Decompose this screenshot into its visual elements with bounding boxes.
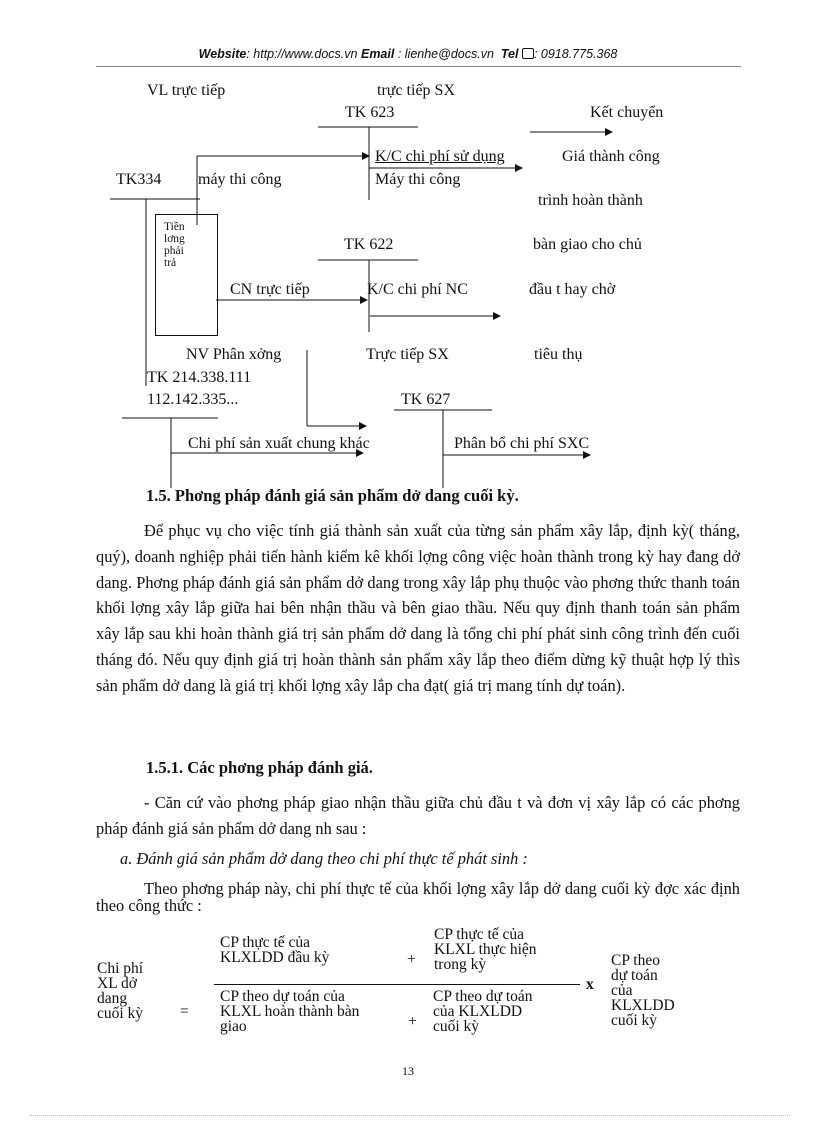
formula-num-a: CP thực tế của KLXLDD đầu kỳ — [220, 934, 330, 966]
formula-plus-bottom: + — [408, 1013, 417, 1030]
ket-chuyen-label: Kết chuyển — [590, 104, 664, 121]
subsection-a-heading: a. Đánh giá sản phẩm dở dang theo chi phí thực tế phát sinh : — [120, 849, 528, 868]
phan-bo-label: Phân bổ chi phí SXC — [454, 435, 590, 452]
tk622-label: TK 622 — [344, 236, 394, 253]
tk623-label: TK 623 — [345, 104, 395, 121]
truc-tiep-sx-top: trực tiếp SX — [377, 82, 455, 99]
email-value[interactable]: : lienhe@docs.vn — [397, 47, 494, 61]
ban-giao-label: bàn giao cho chủ — [533, 236, 642, 253]
trinh-hoan-thanh-label: trình hoàn thành — [538, 192, 643, 209]
gia-thanh-label: Giá thành công — [562, 148, 660, 165]
vl-truc-tiep: VL trực tiếp — [147, 82, 226, 99]
tk627-label: TK 627 — [401, 391, 451, 408]
formula-num-b: CP thực tế của KLXL thực hiện trong kỳ — [434, 926, 537, 973]
email-label: Email — [360, 47, 395, 61]
formula-plus-top: + — [407, 951, 416, 968]
page-number: 13 — [402, 1064, 414, 1078]
section-1-5-heading: 1.5. Phơng pháp đánh giá sản phẩm dở dang cuối kỳ. — [146, 486, 519, 505]
tk334-label: TK334 — [116, 171, 162, 188]
formula-rhs: CP theo dự toán của KLXLDD cuối kỳ — [611, 952, 675, 1029]
tel-value: : 0918.775.368 — [533, 47, 618, 61]
tel-label: Tel — [500, 47, 519, 61]
website-value[interactable]: : http://www.docs.vn — [246, 47, 358, 61]
tieu-thu-label: tiêu thụ — [534, 346, 583, 363]
cn-truc-tiep-label: CN trực tiếp — [230, 281, 310, 298]
formula-times: x — [586, 976, 594, 993]
tk214-label: TK 214.338.111 — [147, 369, 252, 386]
kc-may-label: K/C chi phí sử dụng — [375, 148, 505, 165]
diagram-lines — [0, 0, 816, 500]
fraction-bar — [214, 984, 580, 985]
nv-phan-xuong-label: NV Phân xởng — [186, 346, 282, 363]
paragraph-1: Để phục vụ cho việc tính giá thành sản xuất của từng sản phẩm xây lắp, định kỳ( tháng, quý), doanh nghiệp phải tiến hành kiểm kê khối lợng công việc hoàn thành trong kỳ hay đang dở dang. Phơng pháp đánh giá sản phẩm dở dang trong xây lắp phụ thuộc vào phơng thức thanh toán khối lợng xây lắp giữa hai bên nhận thầu và bên giao thầu. Nếu quy định thanh toán sản phẩm xây lắp sau khi hoàn thành giá trị sản phẩm dở dang là tổng chi phí phát sinh công trình đến cuối tháng đó. Nếu quy định giá trị hoàn thành sản phẩm xây lắp theo điểm dừng kỹ thuật hợp lý thìs sản phẩm dở dang là giá trị khối lợng xây lắp cha đạt( giá trị mang tính dự toán). — [96, 521, 740, 695]
may-thi-cong-label: máy thi công — [198, 171, 282, 188]
formula-equals: = — [180, 1003, 189, 1020]
formula-lhs: Chi phí XL dở dang cuối kỳ — [97, 960, 144, 1022]
formula-den-b: CP theo dự toán của KLXLDD cuối kỳ — [433, 988, 533, 1035]
may-thi-cong-2-label: Máy thi công — [375, 171, 461, 188]
chi-phi-sxc-label: Chi phí sản xuất chung khác — [188, 435, 370, 452]
kc-nc-label: K/C chi phí NC — [367, 281, 468, 298]
dau-tu-label: đầu t hay chờ — [529, 281, 616, 298]
formula-den-a: CP theo dự toán của KLXL hoàn thành bàn giao — [220, 988, 360, 1035]
footer-dotted-rule — [30, 1115, 790, 1116]
website-label: Website — [198, 47, 247, 61]
tien-luong-text: Tiền lơng phải trả — [164, 221, 185, 269]
tk112-label: 112.142.335... — [147, 391, 239, 408]
truc-tiep-sx-label: Trực tiếp SX — [366, 346, 449, 363]
section-1-5-1-heading: 1.5.1. Các phơng pháp đánh giá. — [146, 758, 373, 777]
paragraph-2: - Căn cứ vào phơng pháp giao nhận thầu giữa chủ đầu t và đơn vị xây lắp có các phơng pháp đánh giá sản phẩm dở dang nh sau : — [96, 793, 740, 838]
paragraph-3: Theo phơng pháp này, chi phí thực tế của khối lợng xây lắp dở dang cuối kỳ đợc xác định theo công thức : — [96, 879, 740, 915]
